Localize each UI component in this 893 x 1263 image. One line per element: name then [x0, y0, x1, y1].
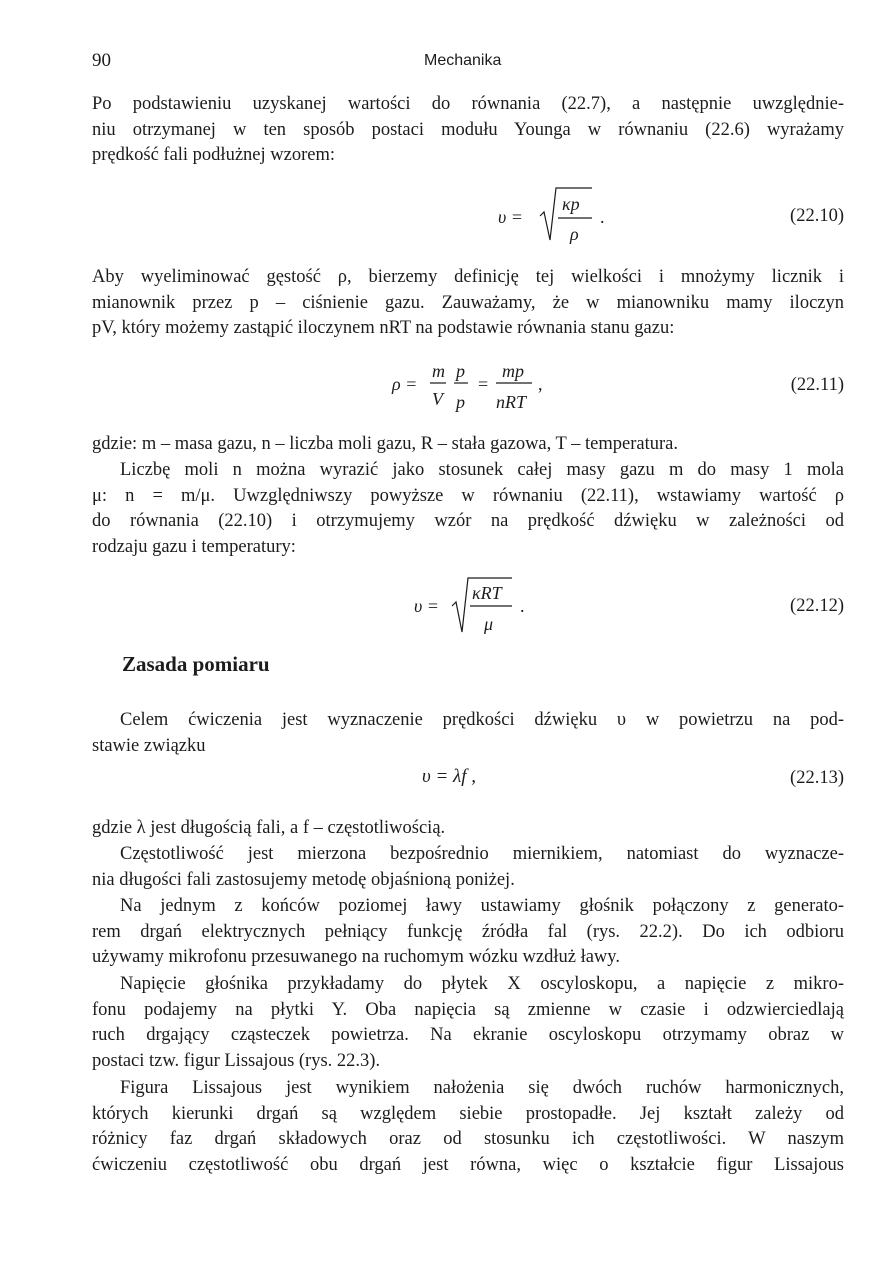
text-line: używamy mikrofonu przesuwanego na ruchomym wózku wzdłuż ławy. — [92, 947, 620, 967]
running-title: Mechanika — [424, 52, 502, 69]
text-line: μ: n = m/μ. Uwzględniwszy powyższe w równaniu (22.11), wstawiamy wartość ρ — [92, 485, 844, 506]
formula-denominator: nRT — [496, 392, 527, 412]
formula-lhs: υ = — [498, 207, 523, 227]
formula-trail: . — [600, 207, 605, 227]
equation-22-10 — [92, 182, 844, 252]
paragraph-goal — [92, 708, 844, 759]
text-line: rem drgań elektrycznych pełniący funkcję źródła fal (rys. 22.2). Do ich odbioru — [92, 921, 844, 942]
paragraph-lissajous — [92, 1076, 844, 1178]
text-line: gdzie λ jest długością fali, a f – częstotliwością. — [92, 818, 446, 838]
paragraph-intro — [92, 92, 844, 169]
formula-denominator: μ — [484, 614, 494, 634]
equation-22-12 — [92, 572, 844, 642]
paragraph-oscilloscope — [92, 972, 844, 1074]
formula-numerator: κRT — [472, 583, 502, 603]
formula-speed-of-sound — [92, 572, 692, 642]
text-line: mianownik przez p – ciśnienie gazu. Zauważamy, że w mianowniku mamy iloczyn — [92, 292, 844, 313]
text-line: Po podstawieniu uzyskanej wartości do równania (22.7), a następnie uwzględnie- — [92, 94, 844, 114]
text-line: Aby wyeliminować gęstość ρ, bierzemy definicję tej wielkości i mnożymy licznik i — [92, 267, 844, 287]
page-number: 90 — [92, 50, 111, 71]
formula-m: m — [432, 361, 445, 381]
formula-speed-of-longitudinal-wave — [92, 182, 692, 252]
text-line: gdzie: m – masa gazu, n – liczba moli gazu, R – stała gazowa, T – temperatura. — [92, 434, 678, 454]
text-line: ćwiczeniu częstotliwość obu drgań jest równa, więc o kształcie figur Lissajous — [92, 1154, 844, 1175]
paragraph-setup — [92, 894, 844, 971]
section-heading: Zasada pomiaru — [122, 652, 270, 676]
formula-equals: = — [478, 374, 489, 394]
paragraph-legend — [92, 432, 844, 458]
text-line: fonu podajemy na płytki Y. Oba napięcia są zmienne w czasie i odzwierciedlają — [92, 999, 844, 1020]
formula-p-denominator: p — [456, 392, 465, 412]
formula-trail: . — [520, 596, 525, 616]
text-line: Liczbę moli n można wyrazić jako stosunek całej masy gazu m do masy 1 mola — [120, 460, 844, 480]
formula-density — [92, 355, 692, 425]
text-line: prędkość fali podłużnej wzorem: — [92, 145, 335, 165]
formula-denominator: ρ — [570, 224, 579, 244]
equation-number: (22.13) — [790, 768, 844, 788]
paragraph-density — [92, 265, 844, 342]
formula-lhs: ρ = — [392, 374, 418, 394]
paragraph-moles — [92, 458, 844, 560]
text-line: ruch drgający cząsteczek powietrza. Na ekranie oscyloskopu otrzymamy obraz w — [92, 1025, 844, 1045]
text-line: do równania (22.10) i otrzymujemy wzór na prędkość dźwięku w zależności od — [92, 511, 844, 531]
formula-numerator: κp — [562, 194, 580, 214]
equation-22-11 — [92, 355, 844, 425]
text-line: postaci tzw. figur Lissajous (rys. 22.3). — [92, 1050, 381, 1071]
text-line: Częstotliwość jest mierzona bezpośrednio miernikiem, natomiast do wyznacze- — [120, 844, 844, 864]
formula-wave-relation: υ = λf , — [422, 766, 477, 787]
equation-number: (22.11) — [790, 375, 844, 395]
equation-22-13 — [92, 762, 844, 798]
formula-V: V — [432, 389, 443, 409]
text-line: różnicy faz drgań składowych oraz od stosunku ich częstotliwości. W naszym — [92, 1129, 844, 1149]
text-line: Figura Lissajous jest wynikiem nałożenia się dwóch ruchów harmonicznych, — [120, 1078, 844, 1098]
formula-p: p — [456, 361, 465, 381]
paragraph-frequency — [92, 842, 844, 893]
paragraph-definitions — [92, 816, 844, 842]
text-line: pV, który możemy zastąpić iloczynem nRT na podstawie równania stanu gazu: — [92, 318, 675, 338]
equation-number: (22.12) — [790, 596, 844, 616]
text-line: niu otrzymanej w ten sposób postaci modułu Younga w równaniu (22.6) wyrażamy — [92, 119, 844, 140]
text-line: rodzaju gazu i temperatury: — [92, 536, 296, 557]
equation-number: (22.10) — [790, 206, 844, 226]
formula-numerator: mp — [502, 361, 524, 381]
formula-lhs: υ = — [414, 596, 439, 616]
text-line: Na jednym z końców poziomej ławy ustawiamy głośnik połączony z generato- — [120, 896, 844, 916]
text-line: Celem ćwiczenia jest wyznaczenie prędkości dźwięku υ w powietrzu na pod- — [120, 710, 844, 730]
text-line: nia długości fali zastosujemy metodę objaśnioną poniżej. — [92, 869, 515, 890]
formula-trail: , — [538, 374, 543, 394]
text-line: których kierunki drgań są względem siebie prostopadłe. Jej kształt zależy od — [92, 1103, 844, 1124]
text-line: Napięcie głośnika przykładamy do płytek X oscyloskopu, a napięcie z mikro- — [120, 974, 844, 994]
text-line: stawie związku — [92, 735, 206, 756]
